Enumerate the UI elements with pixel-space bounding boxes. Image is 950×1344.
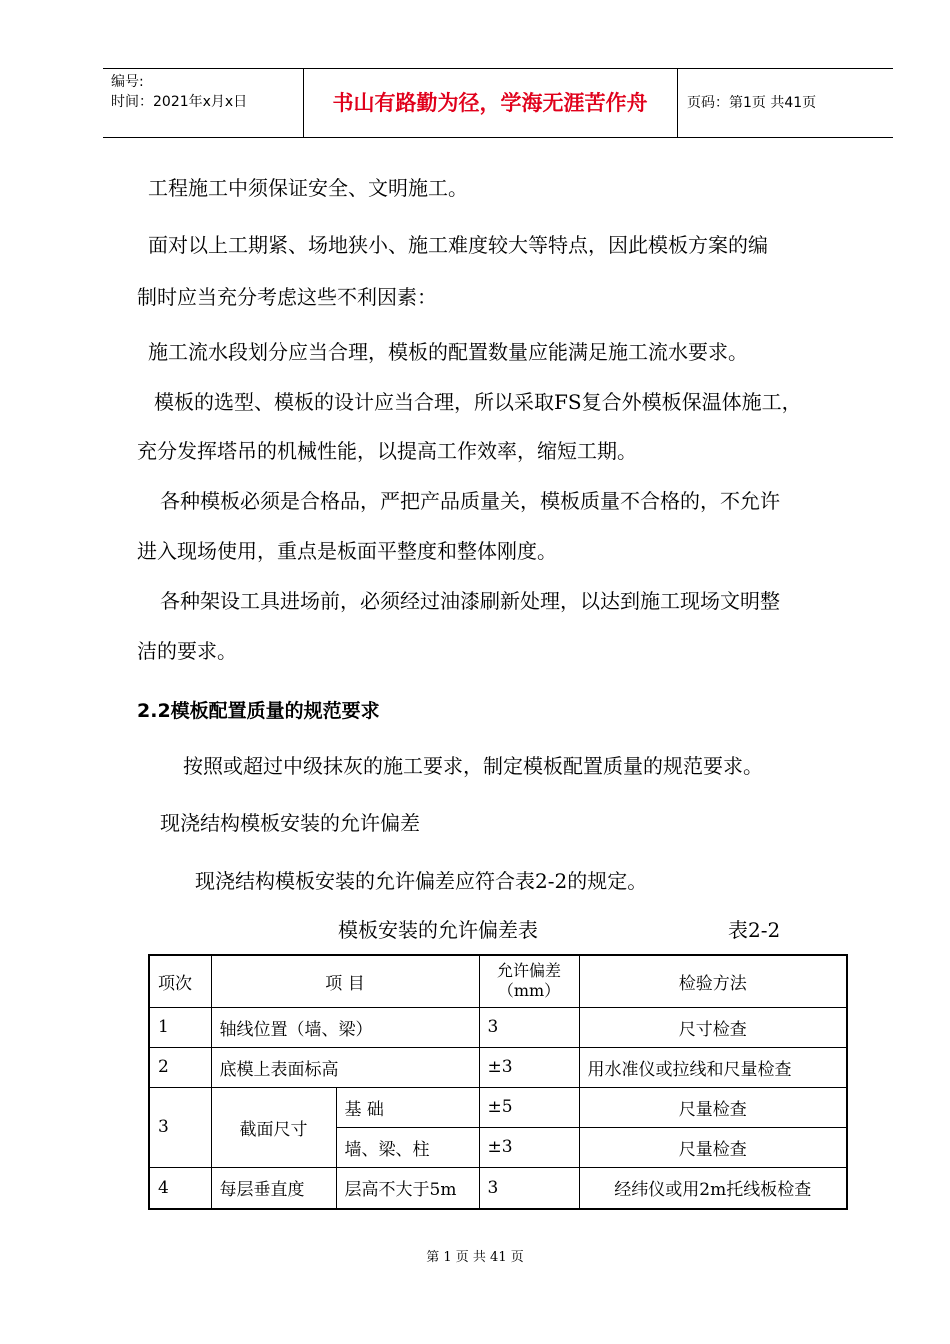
cell-method: 尺寸检查: [579, 1007, 847, 1047]
table-row: [149, 1167, 847, 1209]
cell-sub: 层高不大于5m: [336, 1167, 479, 1209]
cell-dev: ±3: [479, 1127, 579, 1167]
table-row: [149, 1047, 847, 1087]
page-footer: 第 1 页 共 41 页: [426, 1250, 524, 1265]
header-cell: 项 目: [211, 955, 479, 1007]
cell-item: 轴线位置（墙、梁）: [211, 1007, 479, 1047]
header-motto: 书山有路勤为径，学海无涯苦作舟: [332, 91, 648, 115]
table-row: [149, 1087, 847, 1127]
paragraph: 各种架设工具进场前，必须经过油漆刷新处理，以达到施工现场文明整: [160, 589, 780, 613]
paragraph: 制时应当充分考虑这些不利因素：: [137, 285, 437, 309]
cell-dev: ±5: [479, 1087, 579, 1127]
table-number: 表2-2: [728, 918, 781, 942]
cell-dev: ±3: [479, 1047, 579, 1087]
table-row: [149, 1007, 847, 1047]
table-caption: 模板安装的允许偏差表: [338, 918, 538, 942]
paragraph: 洁的要求。: [137, 639, 237, 663]
paragraph: 工程施工中须保证安全、文明施工。: [148, 176, 468, 200]
paragraph: 现浇结构模板安装的允许偏差: [160, 811, 420, 835]
paragraph: 面对以上工期紧、场地狭小、施工难度较大等特点，因此模板方案的编: [148, 233, 768, 257]
paragraph: 充分发挥塔吊的机械性能，以提高工作效率，缩短工期。: [137, 439, 637, 463]
time-label: 时间：2021年x月x日: [111, 94, 248, 110]
page-header: [103, 68, 893, 138]
cell-no: 2: [149, 1047, 211, 1087]
header-page-info: 页码：第1页 共41页: [687, 95, 817, 111]
cell-dev: 3: [479, 1007, 579, 1047]
cell-no: 1: [149, 1007, 211, 1047]
cell-no: 4: [149, 1167, 211, 1209]
paragraph: 施工流水段划分应当合理，模板的配置数量应能满足施工流水要求。: [148, 340, 748, 364]
cell-sub: 墙、梁、柱: [336, 1127, 479, 1167]
number-label: 编号:: [111, 74, 144, 90]
cell-method: 用水准仪或拉线和尺量检查: [579, 1047, 847, 1087]
cell-method: 尺量检查: [579, 1087, 847, 1127]
deviation-table: [148, 954, 848, 1210]
header-meta: [103, 69, 303, 137]
cell-item: 截面尺寸: [211, 1087, 336, 1167]
cell-dev: 3: [479, 1167, 579, 1209]
paragraph: 按照或超过中级抹灰的施工要求，制定模板配置质量的规范要求。: [183, 754, 763, 778]
cell-method: 尺量检查: [579, 1127, 847, 1167]
paragraph: 进入现场使用，重点是板面平整度和整体刚度。: [137, 539, 557, 563]
cell-sub: 基 础: [336, 1087, 479, 1127]
cell-item: 每层垂直度: [211, 1167, 336, 1209]
paragraph: 各种模板必须是合格品，严把产品质量关，模板质量不合格的，不允许: [160, 489, 780, 513]
paragraph: 模板的选型、模板的设计应当合理，所以采取FS复合外模板保温体施工，: [154, 390, 802, 414]
section-heading: 2.2模板配置质量的规范要求: [137, 700, 380, 722]
header-cell: 检验方法: [579, 955, 847, 1007]
table-header-row: [149, 955, 847, 1007]
cell-method: 经纬仪或用2m托线板检查: [579, 1167, 847, 1209]
cell-item: 底模上表面标高: [211, 1047, 479, 1087]
paragraph: 现浇结构模板安装的允许偏差应符合表2-2的规定。: [195, 869, 648, 893]
cell-no: 3: [149, 1087, 211, 1167]
header-cell: 项次: [149, 955, 211, 1007]
header-cell: 允许偏差（mm）: [479, 955, 579, 1007]
